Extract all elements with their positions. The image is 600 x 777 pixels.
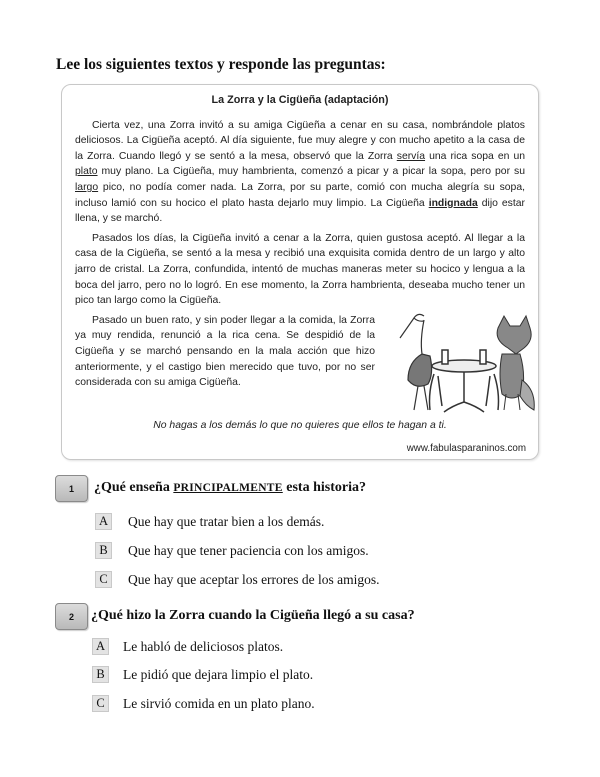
question-1-option-c[interactable] (95, 571, 380, 588)
underlined-word-largo: largo (75, 181, 99, 193)
underlined-word-indignada: indignada (428, 197, 478, 209)
story-moral: No hagas a los demás lo que no quieres que ellos te hagan a ti. (153, 420, 447, 431)
underlined-word-plato: plato (75, 166, 98, 178)
option-text: Que hay que aceptar los errores de los amigos. (128, 571, 380, 587)
p1-text-b: una rica sopa en un (425, 150, 525, 162)
question-2-text: ¿Qué hizo la Zorra cuando la Cigüeña llegó a su casa? (91, 608, 415, 623)
stork-fox-table-illustration (394, 310, 539, 415)
instructions-heading: Lee los siguientes textos y responde las preguntas: (56, 56, 386, 73)
question-1-number-badge: 1 (55, 475, 88, 502)
story-box (61, 84, 539, 460)
question-1-option-b[interactable] (95, 542, 369, 559)
question-1-text-after: esta historia? (282, 480, 366, 495)
option-letter: C (92, 695, 109, 712)
question-2-number-badge: 2 (55, 603, 88, 630)
underlined-word-servia: servía (396, 150, 426, 162)
question-1-emphasis: PRINCIPALMENTE (173, 482, 283, 494)
question-1-text-before: ¿Qué enseña (94, 480, 174, 495)
story-title: La Zorra y la Cigüeña (adaptación) (211, 94, 389, 106)
source-website: www.fabulasparaninos.com (406, 443, 526, 454)
question-2-option-c[interactable] (92, 695, 315, 712)
question-2-option-a[interactable] (92, 638, 283, 655)
question-1-text (94, 480, 366, 496)
p1-text-c: muy plano. La Cigüeña, muy hambrienta, comenzó a picar y a picar la sopa, pero por su (97, 166, 525, 178)
option-text: Le sirvió comida en un plato plano. (123, 695, 315, 711)
option-letter: A (92, 638, 109, 655)
option-text: Le habló de deliciosos platos. (123, 638, 284, 654)
question-1-option-a[interactable] (95, 513, 324, 530)
option-letter: C (95, 571, 112, 588)
option-letter: B (95, 542, 112, 559)
p1-text-e: dijo estar llena, y se marchó. (75, 197, 525, 225)
option-letter: A (95, 513, 112, 530)
p1-text-d: pico, no podía comer nada. La Zorra, por su parte, comió con mucha alegría su sopa, incluso lamió con su hocico el plato hasta dejarlo muy limpio. La Cigüeña (75, 181, 525, 209)
story-paragraph-3: Pasado un buen rato, y sin poder llegar a la comida, la Zorra ya muy rendida, renunció a la rica cena. Se despidió de la Cigüeña y se marchó pensando en la mala acción que hizo anteriormente, y el castigo bien merecido que tuvo, por no ser considerada con su amiga Cigüeña. (75, 314, 375, 389)
option-text: Que hay que tener paciencia con los amigos. (128, 542, 369, 558)
option-text: Le pidió que dejara limpio el plato. (123, 666, 314, 682)
p1-text-a: Cierta vez, una Zorra invitó a su amiga Cigüeña a cenar en su casa, nombrándole platos deliciosos. La Cigüeña aceptó. Al día siguiente, fue muy alegre y con mucho apetito a la casa de la Zorra. Cuando llegó y se sentó a la mesa, observó que la Zorra (75, 119, 525, 162)
question-2-option-b[interactable] (92, 666, 313, 683)
story-paragraph-1 (75, 118, 525, 227)
option-text: Que hay que tratar bien a los demás. (128, 513, 325, 529)
story-paragraph-2: Pasados los días, la Cigüeña invitó a cenar a la Zorra, quien gustosa aceptó. Al llegar a la casa de la Cigüeña, se sentó a la mesa y recibió una exquisita comida dentro de un largo y alto jarro de cristal. La Zorra, confundida, intentó de muchas maneras meter su hocico y lengua a la boca del jarro, pero no lo logró. En ese momento, la Zorra hambrienta, deseaba mucho tener un pico tan largo como la Cigüeña. (75, 232, 525, 307)
option-letter: B (92, 666, 109, 683)
